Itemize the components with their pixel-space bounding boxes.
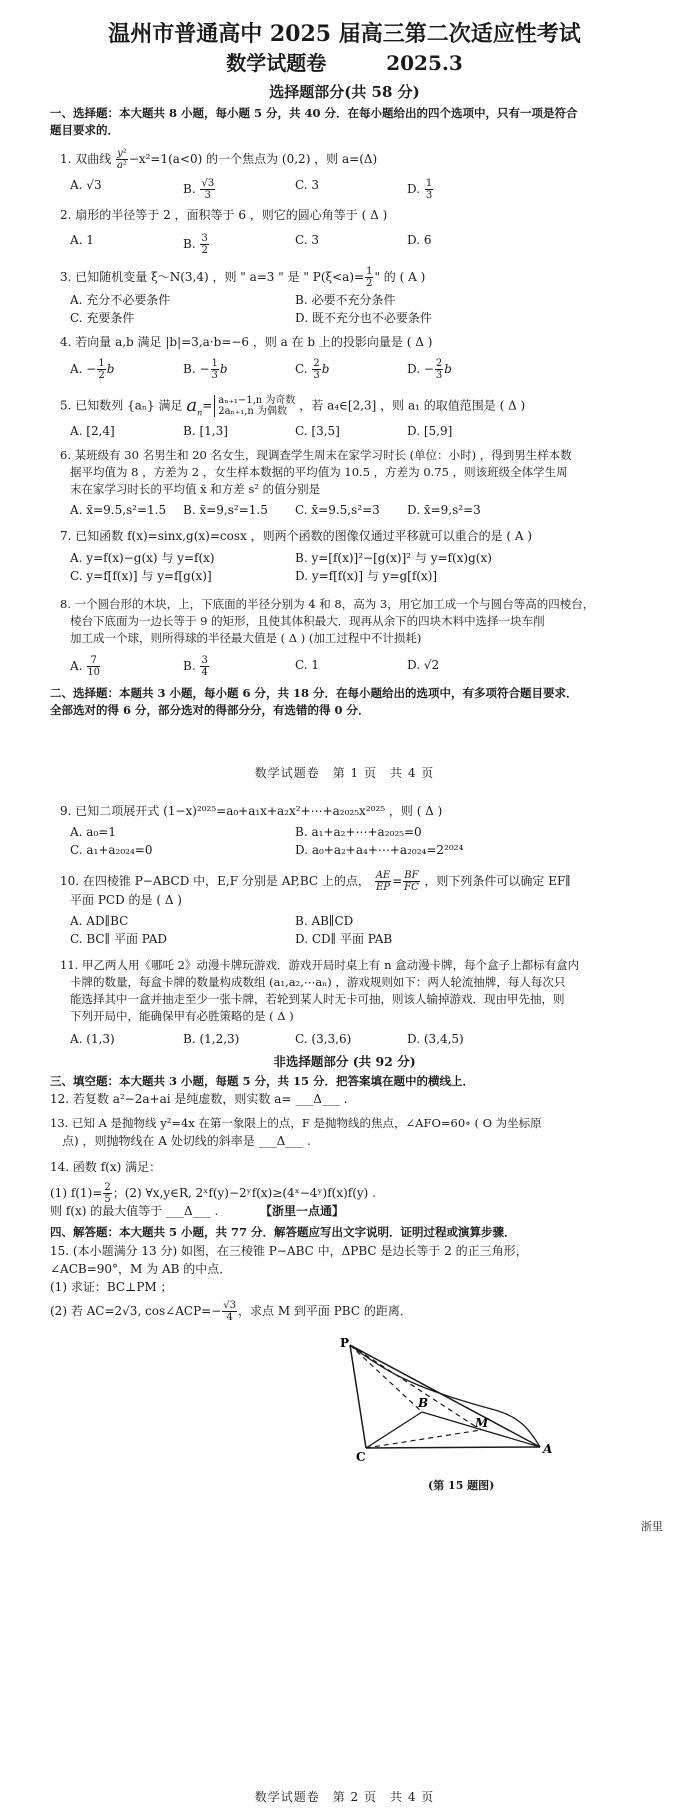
q7-option-c: C. y=f[f(x)] 与 y=f[g(x)] [70, 569, 212, 583]
label-b: B [418, 1396, 429, 1410]
question-1: 1. 双曲线 $\frac{\text{y²}}{\text{a²}}$ −x²=1(a<0) 的一个焦点为 (0,2) ，则 a=(Δ) [60, 148, 378, 171]
question-13-line2: 点) ，则抛物线在 A 处切线的斜率是 ___Δ___ . [62, 1134, 311, 1148]
q6-option-d: D. x̄=9,s²=3 [407, 503, 481, 517]
q5-option-d: D. [5,9] [407, 424, 453, 438]
q6-option-c: C. x̄=9.5,s²=3 [295, 503, 380, 517]
question-15-part2: (2) 若 AC=2√3, cos∠ACP=− $\frac{√3}{4}$ ，求点 M 到平面 PBC 的距离． [50, 1300, 412, 1323]
question-10: 10. 在四棱锥 P−ABCD 中，E,F 分别是 AP,BC 上的点， $\frac{AE}{EP}$ = $\frac{BF}{FC}$ ，则下列条件可以确定 EF∥ [60, 870, 571, 893]
q11-option-c: C. (3,3,6) [295, 1032, 352, 1046]
q4-option-c: C. $\frac{2}{3}$ b [295, 358, 330, 381]
question-13: 13. 已知 A 是抛物线 y²=4x 在第一象限上的点，F 是抛物线的焦点，∠AFO=60∘ ( O 为坐标原 [50, 1116, 542, 1130]
q8-option-b: B. $\frac{3}{4}$ [183, 655, 208, 678]
q11-option-d: D. (3,4,5) [407, 1032, 464, 1046]
q1-option-b: B. $\frac{√3}{3}$ [183, 178, 215, 201]
q9-option-a: A. a₀=1 [70, 825, 116, 839]
edge-pa [350, 1345, 540, 1447]
section4-title: 四、解答题：本大题共 5 小题，共 77 分．解答题应写出文字说明．证明过程或演算步骤． [50, 1225, 516, 1239]
q8-option-d: D. √2 [407, 658, 440, 672]
question-9: 9. 已知二项展开式 (1−x)²⁰²⁵=a₀+a₁x+a₂x²+⋯+a₂₀₂₅x²⁰²⁵ ，则 ( Δ ) [60, 804, 443, 818]
question-6-line3: 末在家学习时长的平均值 x̄ 和方差 s² 的值分别是 [70, 482, 321, 496]
label-c: C [356, 1450, 366, 1464]
label-a: A [543, 1442, 553, 1456]
question-10-line2: 平面 PCD 的是 ( Δ ) [70, 893, 182, 907]
q3-option-b: B. 必要不充分条件 [295, 293, 396, 307]
q10-option-b: B. AB∥CD [295, 914, 354, 928]
question-6-line2: 据平均值为 8 ，方差为 2 ，女生样本数据的平均值为 10.5 ，方差为 0.75 ，则该班级全体学生周 [70, 465, 568, 479]
q1-option-d: D. $\frac{1}{3}$ [407, 178, 433, 201]
section2-intro-2: 全部选对的得 6 分，部分选对的得部分分，有选错的得 0 分． [50, 703, 370, 717]
edge-pc [350, 1345, 366, 1448]
q11-option-b: B. (1,2,3) [183, 1032, 240, 1046]
question-14-line3: 则 f(x) 的最大值等于 ___Δ___ . [50, 1204, 219, 1218]
question-3: 3. 已知随机变量 ξ～N(3,4) ，则 " a=3 " 是 " P(ξ<a)= $\frac{1}{2}$ " 的 ( A ) [60, 266, 426, 289]
figure-caption: (第 15 题图) [428, 1479, 495, 1492]
q10-option-c: C. BC∥ 平面 PAD [70, 932, 168, 946]
corner-watermark: 浙里 [641, 1520, 663, 1533]
q7-option-a: A. y=f(x)−g(x) 与 y=f(x) [70, 551, 215, 565]
question-8-line2: 棱台下底面为一边长等于 9 的矩形，且使其体积最大．现再从余下的四块木料中选择一块车削 [70, 614, 545, 628]
q3-option-a: A. 充分不必要条件 [70, 293, 171, 307]
label-p: P [340, 1336, 350, 1350]
question-15: 15. (本小题满分 13 分) 如图，在三棱锥 P−ABC 中，ΔPBC 是边长等于 2 的正三角形， [50, 1244, 528, 1258]
page-2-footer: 数学试题卷 第 2 页 共 4 页 [254, 1790, 435, 1804]
q6-option-a: A. x̄=9.5,s²=1.5 [70, 503, 167, 517]
exam-title: 温州市普通高中 2025 届高三第二次适应性考试 [108, 21, 581, 47]
pyramid-figure [330, 1335, 590, 1485]
q10-option-d: D. CD∥ 平面 PAB [295, 932, 393, 946]
question-11: 11. 甲乙两人用《哪吒 2》动漫卡牌玩游戏．游戏开局时桌上有 n 盒动漫卡牌，每个盒子上都标有盒内 [60, 958, 580, 972]
part1-title: 选择题部分(共 58 分) [269, 83, 420, 101]
question-4: 4. 若向量 a,b 满足 |b|=3,a·b=−6 ，则 a 在 b 上的投影向量是 ( Δ ) [60, 335, 433, 349]
q2-option-b: B. $\frac{3}{2}$ [183, 233, 208, 256]
section3-title: 三、填空题：本大题共 3 小题，每题 5 分，共 15 分．把答案填在题中的横线上． [50, 1074, 475, 1088]
q2-option-d: D. 6 [407, 233, 432, 247]
question-11-line4: 下列开局中，能确保甲有必胜策略的是 ( Δ ) [70, 1009, 294, 1023]
question-15-part1: (1) 求证：BC⊥PM ； [50, 1280, 173, 1294]
q8-option-c: C. 1 [295, 658, 320, 672]
q3-option-d: D. 既不充分也不必要条件 [295, 311, 432, 325]
section1-intro: 一、选择题：本大题共 8 小题，每小题 5 分，共 40 分．在每小题给出的四个选项中，只有一项是符合 [50, 106, 578, 120]
q4-option-d: D. − $\frac{2}{3}$ b [407, 358, 452, 381]
q4-option-b: B. − $\frac{1}{3}$ b [183, 358, 228, 381]
page-1-footer: 数学试题卷 第 1 页 共 4 页 [254, 766, 435, 780]
question-7: 7. 已知函数 f(x)=sinx,g(x)=cosx ，则两个函数的图像仅通过平移就可以重合的是 ( A ) [60, 529, 533, 543]
q9-option-d: D. a₀+a₂+a₄+⋯+a₂₀₂₄=2²⁰²⁴ [295, 843, 464, 857]
q10-option-a: A. AD∥BC [70, 914, 129, 928]
question-6: 6. 某班级有 30 名男生和 20 名女生，现调查学生周末在家学习时长 (单位：小时) ，得到男生样本数 [60, 448, 572, 462]
edge-cb [366, 1412, 422, 1448]
q3-option-c: C. 充要条件 [70, 311, 135, 325]
q6-option-b: B. x̄=9,s²=1.5 [183, 503, 268, 517]
question-14: 14. 函数 f(x) 满足： [50, 1160, 162, 1174]
edge-ca [366, 1447, 540, 1448]
label-m: M [475, 1416, 489, 1430]
section1-intro-2: 题目要求的． [50, 123, 119, 137]
edge-cm [366, 1430, 481, 1448]
q7-option-d: D. y=f[f(x)] 与 y=g[f(x)] [295, 569, 438, 583]
question-2: 2. 扇形的半径等于 2 ，面积等于 6 ，则它的圆心角等于 ( Δ ) [60, 208, 388, 222]
question-11-line3: 能选择其中一盒并抽走至少一张卡牌，若轮到某人时无卡可抽，则该人输掉游戏．现由甲先抽，则 [70, 992, 565, 1006]
q9-option-b: B. a₁+a₂+⋯+a₂₀₂₅=0 [295, 825, 422, 839]
q5-option-c: C. [3,5] [295, 424, 340, 438]
question-11-line2: 卡牌的数量，每盒卡牌的数量构成数组 (a₁,a₂,⋯aₙ) ，游戏规则如下：两人轮流抽牌，每人每次只 [70, 975, 566, 989]
q1-option-a: A. √3 [70, 178, 102, 192]
q7-option-b: B. y=[f(x)]²−[g(x)]² 与 y=f(x)g(x) [295, 551, 492, 565]
question-15-line2: ∠ACB=90°，M 为 AB 的中点． [50, 1262, 232, 1276]
q2-option-a: A. 1 [70, 233, 94, 247]
q11-option-a: A. (1,3) [70, 1032, 115, 1046]
q9-option-c: C. a₁+a₂₀₂₄=0 [70, 843, 153, 857]
q8-option-a: A. $\frac{7}{10}$ [70, 655, 101, 678]
paper-subtitle: 数学试题卷 2025.3 [226, 51, 463, 75]
watermark-text: 【浙里一点通】 [260, 1204, 345, 1218]
question-14-line2: (1) f(1)= $\frac{2}{5}$ ；(2) ∀x,y∈R, 2ˣf(y)−2ʸf(x)≥(4ˣ−4ʸ)f(x)f(y) . [50, 1182, 376, 1205]
section2-intro: 二、选择题：本题共 3 小题，每小题 6 分，共 18 分．在每小题给出的选项中，有多项符合题目要求． [50, 686, 578, 700]
q2-option-c: C. 3 [295, 233, 320, 247]
q5-option-b: B. [1,3] [183, 424, 228, 438]
q1-option-c: C. 3 [295, 178, 320, 192]
part2-title: 非选择题部分 (共 92 分) [273, 1054, 416, 1069]
q4-option-a: A. − $\frac{1}{2}$ b [70, 358, 115, 381]
question-8: 8. 一个圆台形的木块，上，下底面的半径分别为 4 和 8，高为 3，用它加工成一个与圆台等高的四棱台， [60, 597, 595, 611]
edge-pm [350, 1345, 481, 1430]
q5-option-a: A. [2,4] [70, 424, 115, 438]
question-12: 12. 若复数 a²−2a+ai 是纯虚数，则实数 a= ___Δ___ . [50, 1092, 348, 1106]
question-8-line3: 加工成一个球，则所得球的半径最大值是 ( Δ ) (加工过程中不计损耗) [70, 631, 422, 645]
question-5: 5. 已知数列 {aₙ} 满足 $a_n=$ aₙ₊₁−1,n 为奇数 2aₙ₊₁,n 为偶数 ，若 a₄∈[2,3] ，则 a₁ 的取值范围是 ( Δ ) [60, 395, 526, 418]
